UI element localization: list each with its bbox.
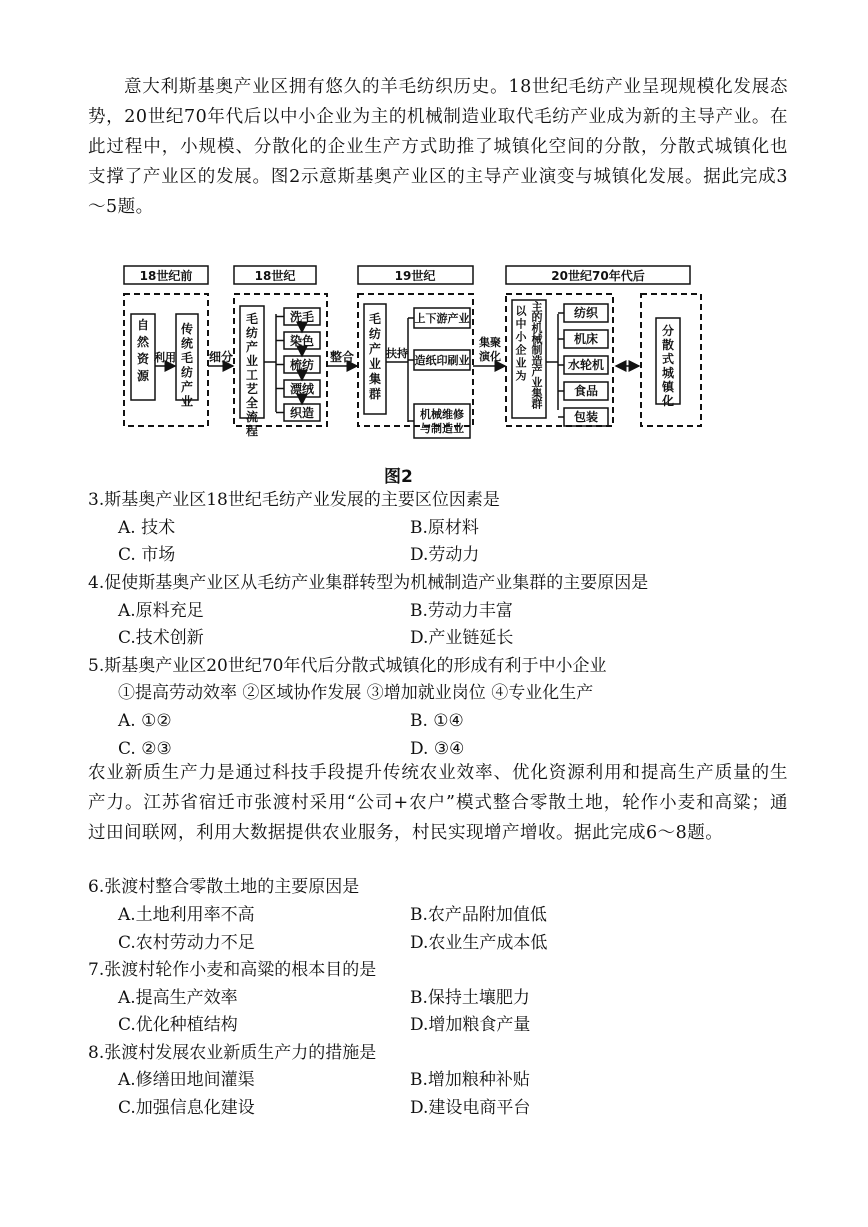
vertical-label: 毛纺产业工艺全流程 xyxy=(245,311,259,438)
integrate-label: 整合 xyxy=(329,350,355,364)
question-3-option-c[interactable]: C. 市场 xyxy=(118,545,176,565)
process-step-label: 梳纺 xyxy=(289,358,315,372)
question-5-option-a[interactable]: A. ①② xyxy=(118,711,172,731)
period-label-1: 18世纪前 xyxy=(139,269,193,283)
machinery-cluster-label-col2: 主的机械制造产业集群 xyxy=(531,300,543,411)
related-industry-label: 造纸印刷业 xyxy=(414,354,470,367)
question-6-stem: 6.张渡村整合零散土地的主要原因是 xyxy=(88,877,360,897)
question-8-option-a[interactable]: A.修缮田地间灌渠 xyxy=(118,1070,255,1090)
agglomeration-label-1: 集聚 xyxy=(479,336,501,349)
vertical-label: 毛纺产业集群 xyxy=(368,311,382,401)
question-8-stem: 8.张渡村发展农业新质生产力的措施是 xyxy=(88,1043,377,1063)
vertical-label: 分散式城镇化 xyxy=(661,323,675,408)
process-step-label: 洗毛 xyxy=(289,310,315,324)
question-7-option-c[interactable]: C.优化种植结构 xyxy=(118,1015,238,1035)
question-5-option-c[interactable]: C. ②③ xyxy=(118,739,172,759)
figure-caption: 图2 xyxy=(384,467,413,487)
question-4-option-a[interactable]: A.原料充足 xyxy=(118,601,204,621)
industry-item-label: 包装 xyxy=(573,410,599,424)
period-label-2: 18世纪 xyxy=(254,269,296,283)
question-8-option-d[interactable]: D.建设电商平台 xyxy=(410,1098,531,1118)
machinery-cluster-label-col1: 以中小企业为 xyxy=(515,304,527,383)
question-3-stem: 3.斯基奥产业区18世纪毛纺产业发展的主要区位因素是 xyxy=(88,490,500,510)
related-industry-label: 机械维修 xyxy=(420,408,464,421)
question-8-option-b[interactable]: B.增加粮种补贴 xyxy=(410,1070,530,1090)
vertical-label: 自然资源 xyxy=(136,317,150,383)
question-4-option-d[interactable]: D.产业链延长 xyxy=(410,628,514,648)
question-5-option-b[interactable]: B. ①④ xyxy=(410,711,464,731)
question-4-option-b[interactable]: B.劳动力丰富 xyxy=(410,601,513,621)
process-step-label: 染色 xyxy=(289,334,315,348)
question-5-choices: ①提高劳动效率 ②区域协作发展 ③增加就业岗位 ④专业化生产 xyxy=(118,683,594,703)
question-3-option-d[interactable]: D.劳动力 xyxy=(410,545,480,565)
process-step-label: 织造 xyxy=(289,406,315,420)
support-label: 扶持 xyxy=(386,347,408,360)
period-label-3: 19世纪 xyxy=(394,269,436,283)
industry-item-label: 机床 xyxy=(573,332,599,346)
question-7-stem: 7.张渡村轮作小麦和高粱的根本目的是 xyxy=(88,960,377,980)
agglomeration-label-2: 演化 xyxy=(479,350,501,363)
vertical-label: 传统毛纺产业 xyxy=(180,321,194,409)
question-6-option-d[interactable]: D.农业生产成本低 xyxy=(410,933,548,953)
question-3-option-b[interactable]: B.原材料 xyxy=(410,518,479,538)
industry-item-label: 水轮机 xyxy=(567,358,605,372)
question-4-option-c[interactable]: C.技术创新 xyxy=(118,628,204,648)
related-industry-label: 上下游产业 xyxy=(414,312,470,325)
industry-evolution-diagram xyxy=(118,262,708,457)
question-6-option-b[interactable]: B.农产品附加值低 xyxy=(410,905,547,925)
subdivide-label: 细分 xyxy=(208,350,234,364)
question-6-option-c[interactable]: C.农村劳动力不足 xyxy=(118,933,255,953)
question-6-option-a[interactable]: A.土地利用率不高 xyxy=(118,905,255,925)
question-7-option-d[interactable]: D.增加粮食产量 xyxy=(410,1015,531,1035)
question-5-option-d[interactable]: D. ③④ xyxy=(410,739,465,759)
passage-intro: 意大利斯基奥产业区拥有悠久的羊毛纺织历史。18世纪毛纺产业呈现规模化发展态势，20世纪70年代后以中小企业为主的机械制造业取代毛纺产业成为新的主导产业。在此过程中，小规模、分散化的企业生产方式助推了城镇化空间的分散，分散式城镇化也支撑了产业区的发展。图2示意斯基奥产业区的主导产业演变与城镇化发展。据此完成3～5题。 xyxy=(88,77,788,217)
related-industry-label-line2: 与制造业 xyxy=(420,422,464,435)
question-3-option-a[interactable]: A. 技术 xyxy=(118,518,176,538)
period-label-4: 20世纪70年代后 xyxy=(551,269,645,283)
question-7-option-a[interactable]: A.提高生产效率 xyxy=(118,988,238,1008)
industry-item-label: 食品 xyxy=(573,384,599,398)
question-5-stem: 5.斯基奥产业区20世纪70年代后分散式城镇化的形成有利于中小企业 xyxy=(88,656,607,676)
use-arrow-label: 利用 xyxy=(154,351,176,364)
process-step-label: 漂绒 xyxy=(289,382,315,396)
question-8-option-c[interactable]: C.加强信息化建设 xyxy=(118,1098,255,1118)
industry-item-label: 纺织 xyxy=(573,306,599,320)
question-7-option-b[interactable]: B.保持土壤肥力 xyxy=(410,988,530,1008)
question-4-stem: 4.促使斯基奥产业区从毛纺产业集群转型为机械制造产业集群的主要原因是 xyxy=(88,573,649,593)
passage-agriculture: 农业新质生产力是通过科技手段提升传统农业效率、优化资源利用和提高生产质量的生产力。江苏省宿迁市张渡村采用“公司+农户”模式整合零散土地，轮作小麦和高粱；通过田间联网，利用大数据提供农业服务，村民实现增产增收。据此完成6～8题。 xyxy=(88,763,788,843)
